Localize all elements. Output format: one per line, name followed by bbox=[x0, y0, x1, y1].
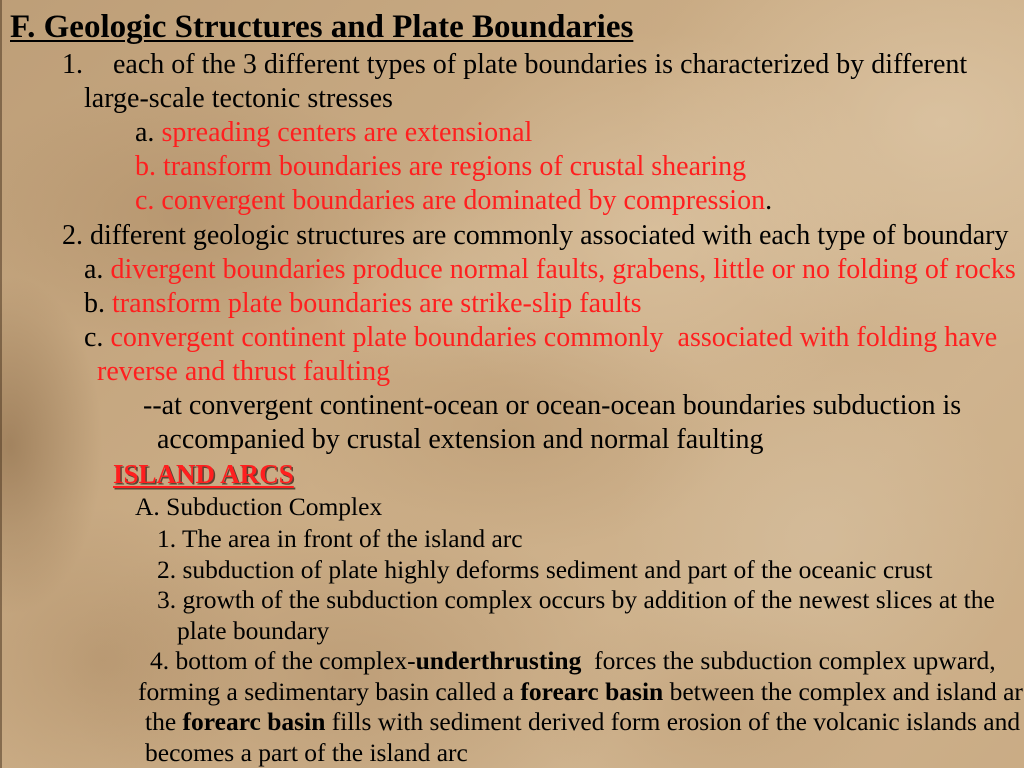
item-4-line-3-post: fills with sediment derived form erosion of the volcanic islands and bbox=[325, 707, 1021, 736]
point-1-item-c-period: . bbox=[765, 185, 773, 216]
item-4-line-2-bold: forearc basin bbox=[520, 677, 664, 706]
item-4-line-3-bold: forearc basin bbox=[182, 707, 326, 736]
subduction-item-2: 2. subduction of plate highly deforms sediment and part of the oceanic crust bbox=[157, 555, 933, 584]
point-2-note-line-1: --at convergent continent-ocean or ocean-ocean boundaries subduction is bbox=[143, 390, 962, 421]
point-2-line-1: 2. different geologic structures are commonly associated with each type of boundary bbox=[62, 220, 1009, 251]
subduction-item-4-line-2 bbox=[138, 677, 1024, 707]
point-1-item-b-text: b. transform boundaries are regions of crustal shearing bbox=[135, 151, 747, 182]
subduction-item-4-line-4: becomes a part of the island arc bbox=[145, 738, 468, 767]
point-1-number: 1. bbox=[62, 49, 83, 80]
point-2-item-a-label: a. bbox=[84, 254, 111, 285]
point-1-line-1 bbox=[62, 48, 1024, 82]
item-4-line-1-post: forces the subduction complex upward, bbox=[581, 646, 996, 675]
subduction-item-4-line-3 bbox=[145, 707, 1024, 737]
subduction-item-3-line-1: 3. growth of the subduction complex occurs by addition of the newest slices at the bbox=[157, 585, 995, 614]
point-1-item-b bbox=[135, 150, 1024, 184]
point-1-item-c bbox=[135, 184, 1024, 218]
item-4-line-3-pre: the bbox=[145, 707, 183, 736]
point-2-item-c-label: c. bbox=[84, 322, 111, 353]
subduction-complex-subheading: A. Subduction Complex bbox=[135, 492, 383, 521]
point-2-item-c-continuation bbox=[97, 355, 1024, 389]
point-2-item-b bbox=[84, 287, 1024, 321]
point-1-item-c-text: c. convergent boundaries are dominated by compression bbox=[135, 185, 766, 216]
point-1-item-a bbox=[135, 116, 1024, 150]
slide-title: F. Geologic Structures and Plate Boundaries bbox=[10, 9, 634, 45]
point-2-item-b-text: transform plate boundaries are strike-slip faults bbox=[112, 288, 642, 319]
point-2-item-c bbox=[84, 321, 1024, 355]
point-1-text: each of the 3 different types of plate boundaries is characterized by different bbox=[113, 49, 968, 80]
point-2-item-a-text: divergent boundaries produce normal faults, grabens, little or no folding of rocks bbox=[110, 254, 1016, 285]
subduction-item-1: 1. The area in front of the island arc bbox=[157, 524, 523, 553]
subduction-item-4-line-1 bbox=[150, 646, 1024, 676]
point-1-line-2: large-scale tectonic stresses bbox=[84, 83, 393, 114]
subduction-item-3-line-2: plate boundary bbox=[177, 616, 330, 645]
point-2-item-a bbox=[84, 253, 1024, 287]
point-1-item-a-label: a. bbox=[135, 117, 162, 148]
point-2-note-line-2: accompanied by crustal extension and normal faulting bbox=[157, 424, 764, 455]
item-4-line-1-pre: 4. bottom of the complex- bbox=[150, 646, 416, 675]
item-4-line-2-pre: forming a sedimentary basin called a bbox=[138, 677, 521, 706]
point-1-item-a-text: spreading centers are extensional bbox=[161, 117, 533, 148]
island-arcs-heading: ISLAND ARCS bbox=[113, 459, 294, 489]
item-4-line-2-post: between the complex and island ar bbox=[663, 677, 1023, 706]
point-2-item-c-text: convergent continent plate boundaries commonly associated with folding have bbox=[110, 322, 998, 353]
item-4-line-1-bold: underthrusting bbox=[415, 646, 582, 675]
point-2-item-b-label: b. bbox=[84, 288, 112, 319]
point-2-item-c-text-cont: reverse and thrust faulting bbox=[97, 356, 391, 387]
